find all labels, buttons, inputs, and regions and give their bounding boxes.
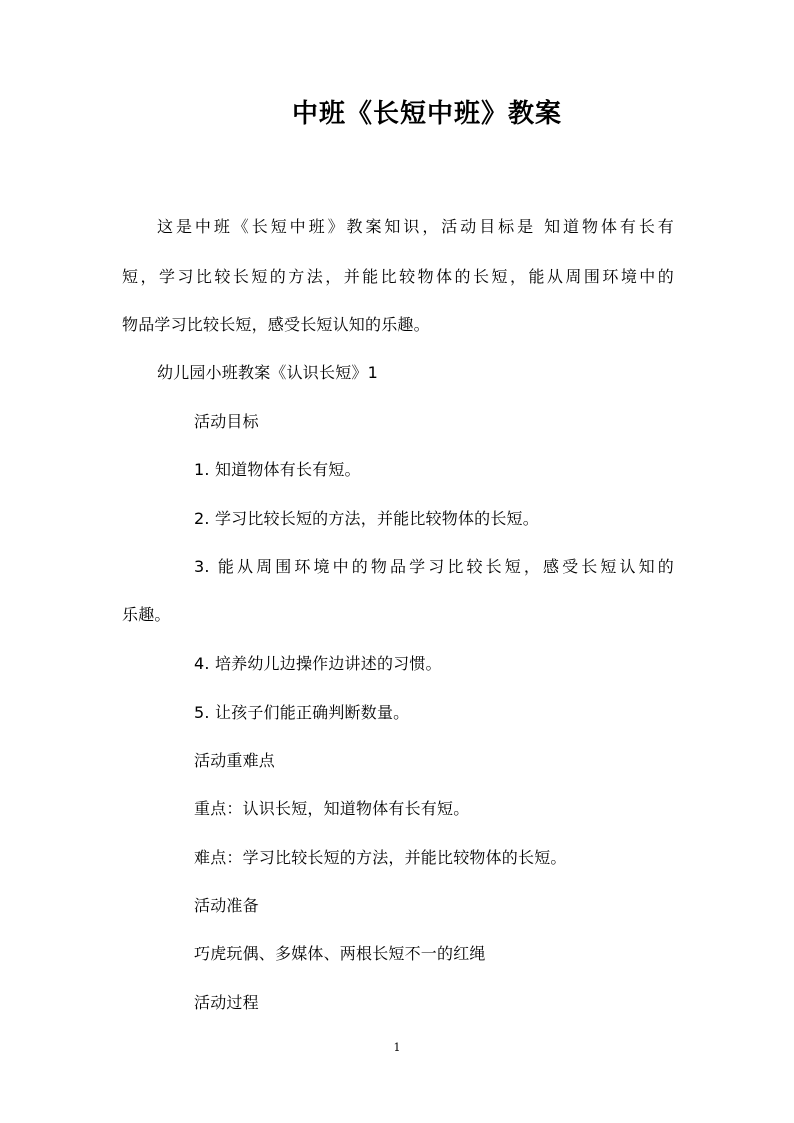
- difficulty-text: 难点：学习比较长短的方法，并能比较物体的长短。: [194, 848, 567, 867]
- goal-item-1: 1. 知道物体有长有短。: [194, 460, 361, 479]
- document-title: 中班《长短中班》教案: [291, 99, 562, 129]
- page-number: 1: [393, 1041, 401, 1054]
- prep-heading: 活动准备: [194, 896, 259, 915]
- keypoints-heading: 活动重难点: [194, 751, 276, 770]
- intro-line-3: 物品学习比较长短，感受长短认知的乐趣。: [122, 315, 430, 334]
- goal-item-4: 4. 培养幼儿边操作边讲述的习惯。: [194, 654, 442, 673]
- goal-item-3-line-1: 3. 能从周围环境中的物品学习比较长短，感受长短认知的: [194, 557, 674, 576]
- process-heading: 活动过程: [194, 993, 259, 1012]
- intro-line-1: 这是中班《长短中班》教案知识，活动目标是 知道物体有长有: [157, 217, 674, 236]
- lesson-subtitle: 幼儿园小班教案《认识长短》1: [157, 363, 378, 382]
- keypoint-text: 重点：认识长短，知道物体有长有短。: [194, 799, 470, 818]
- intro-line-2: 短，学习比较长短的方法，并能比较物体的长短，能从周围环境中的: [122, 267, 674, 286]
- goal-item-3-line-2: 乐趣。: [122, 605, 171, 624]
- goals-heading: 活动目标: [194, 412, 259, 431]
- goal-item-5: 5. 让孩子们能正确判断数量。: [194, 703, 410, 722]
- goal-item-2: 2. 学习比较长短的方法，并能比较物体的长短。: [194, 509, 539, 528]
- prep-text: 巧虎玩偶、多媒体、两根长短不一的红绳: [194, 944, 486, 963]
